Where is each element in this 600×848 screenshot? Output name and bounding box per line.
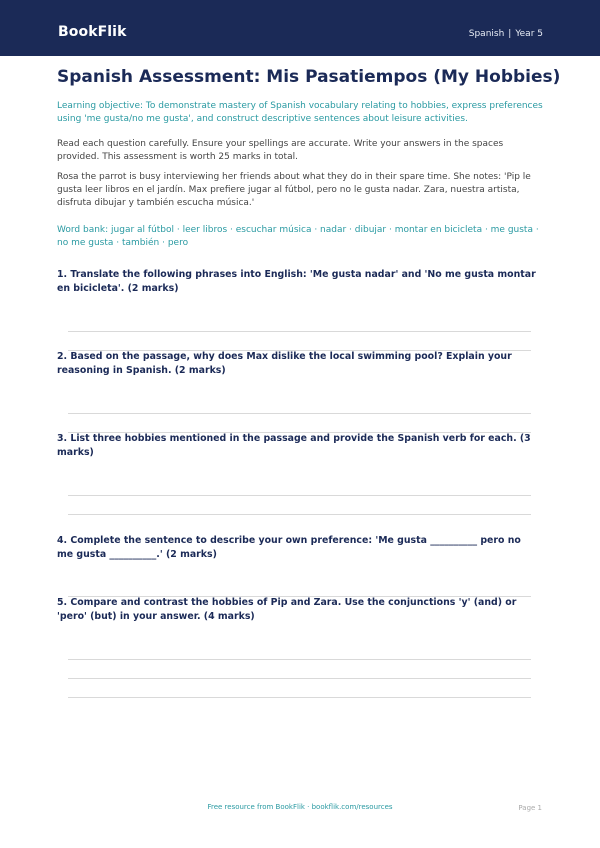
answer-line[interactable] — [68, 413, 531, 414]
subject-label: Spanish — [468, 29, 505, 39]
footer-text: Free resource from BookFlik · bookflik.com/resources — [207, 803, 393, 811]
word-bank: Word bank: jugar al fútbol · leer libros · escuchar música · nadar · dibujar · montar en bicicleta · me gusta · no me gusta · también · pero — [57, 225, 539, 248]
year-label: Year 5 — [515, 29, 543, 39]
answer-line[interactable] — [68, 495, 531, 496]
reading-passage: Rosa the parrot is busy interviewing her friends about what they do in their spare time. She notes: 'Pip le gusta leer libros en el jardín. Max prefiere jugar al fútbol, pero no le gusta nadar. Zara, nuestra artista, disfruta dibujar y también escucha música.' — [57, 172, 531, 208]
question-5: 5. Compare and contrast the hobbies of Pip and Zara. Use the conjunctions 'y' (and) or 'pero' (but) in your answer. (4 marks) — [57, 597, 517, 622]
page-title: Spanish Assessment: Mis Pasatiempos (My Hobbies) — [57, 67, 561, 87]
answer-line[interactable] — [68, 659, 531, 660]
answer-line[interactable] — [68, 678, 531, 679]
header-meta — [469, 28, 543, 40]
brand-logo: BookFlik — [58, 24, 127, 40]
question-3: 3. List three hobbies mentioned in the passage and provide the Spanish verb for each. (3 marks) — [57, 433, 531, 458]
learning-objective: Learning objective: To demonstrate mastery of Spanish vocabulary relating to hobbies, express preferences using 'me gusta/no me gusta', and construct descriptive sentences about leisure activities. — [57, 101, 543, 124]
answer-line[interactable] — [68, 697, 531, 698]
question-1: 1. Translate the following phrases into English: 'Me gusta nadar' and 'No me gusta montar en bicicleta'. (2 marks) — [57, 269, 536, 294]
question-2: 2. Based on the passage, why does Max dislike the local swimming pool? Explain your reasoning in Spanish. (2 marks) — [57, 351, 512, 376]
page-number: Page 1 — [518, 804, 542, 812]
meta-separator: | — [508, 29, 512, 39]
answer-line[interactable] — [68, 331, 531, 332]
answer-line[interactable] — [68, 514, 531, 515]
question-4: 4. Complete the sentence to describe your own preference: 'Me gusta __________ pero no me gusta __________.' (2 marks) — [57, 535, 521, 560]
header-bar — [0, 0, 600, 56]
instructions-text: Read each question carefully. Ensure your spellings are accurate. Write your answers in the spaces provided. This assessment is worth 25 marks in total. — [57, 139, 504, 162]
